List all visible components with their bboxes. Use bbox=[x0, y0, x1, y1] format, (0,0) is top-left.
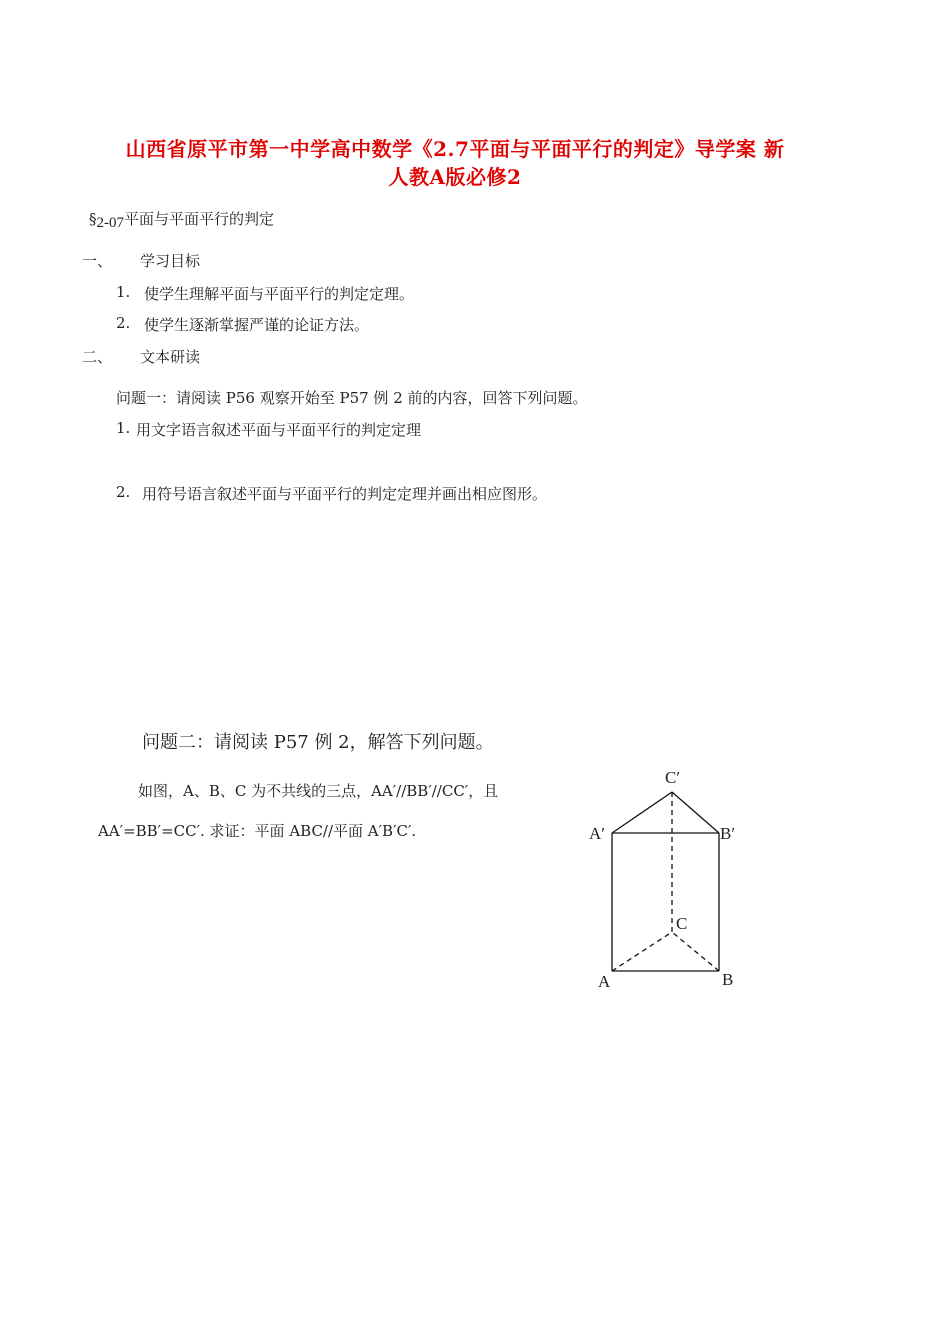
goal-item-2-text: 使学生逐渐掌握严谨的论证方法。 bbox=[144, 316, 370, 334]
section-number: 2-07 bbox=[96, 215, 124, 231]
section-heading-text: 平面与平面平行的判定 bbox=[124, 210, 275, 228]
question1-item-2-number: 2. bbox=[116, 483, 131, 501]
goal-item-1-text: 使学生理解平面与平面平行的判定定理。 bbox=[144, 285, 415, 303]
goal-item-1-number: 1. bbox=[116, 283, 131, 301]
section-symbol: § bbox=[89, 210, 97, 228]
goal-item-2-number: 2. bbox=[116, 314, 131, 332]
label-a-prime: A′ bbox=[589, 824, 605, 843]
edge-b-prime-c-prime bbox=[672, 792, 719, 833]
label-c: C bbox=[676, 914, 688, 933]
label-a: A bbox=[598, 972, 611, 991]
document-title-line-2: 人教A版必修2 bbox=[388, 165, 522, 189]
document-title-line-1: 山西省原平市第一中学高中数学《2.7平面与平面平行的判定》导学案 新 bbox=[125, 137, 785, 161]
question1-item-2-text: 用符号语言叙述平面与平面平行的判定定理并画出相应图形。 bbox=[142, 485, 548, 503]
question1-intro: 问题一：请阅读 P56 观察开始至 P57 例 2 前的内容，回答下列问题。 bbox=[116, 389, 588, 407]
label-c-prime: C′ bbox=[665, 768, 681, 787]
question2-line-2: AA′=BB′=CC′. 求证：平面 ABC//平面 A′B′C′. bbox=[98, 822, 417, 840]
label-b-prime: B′ bbox=[720, 824, 736, 843]
question2-line-1: 如图，A、B、C 为不共线的三点，AA′//BB′//CC′，且 bbox=[138, 782, 499, 800]
edge-b-c-hidden bbox=[672, 932, 719, 971]
part2-index: 二、 bbox=[82, 348, 113, 366]
edge-a-prime-c-prime bbox=[612, 792, 672, 833]
part1-heading: 学习目标 bbox=[140, 252, 201, 270]
question2-intro: 问题二：请阅读 P57 例 2，解答下列问题。 bbox=[142, 732, 494, 753]
question1-item-1-text: 用文字语言叙述平面与平面平行的判定定理 bbox=[136, 421, 422, 439]
part2-heading: 文本研读 bbox=[140, 348, 201, 366]
question1-item-1-number: 1. bbox=[116, 419, 131, 437]
label-b: B bbox=[722, 970, 734, 989]
edge-a-c-hidden bbox=[612, 932, 672, 971]
part1-index: 一、 bbox=[82, 252, 113, 270]
